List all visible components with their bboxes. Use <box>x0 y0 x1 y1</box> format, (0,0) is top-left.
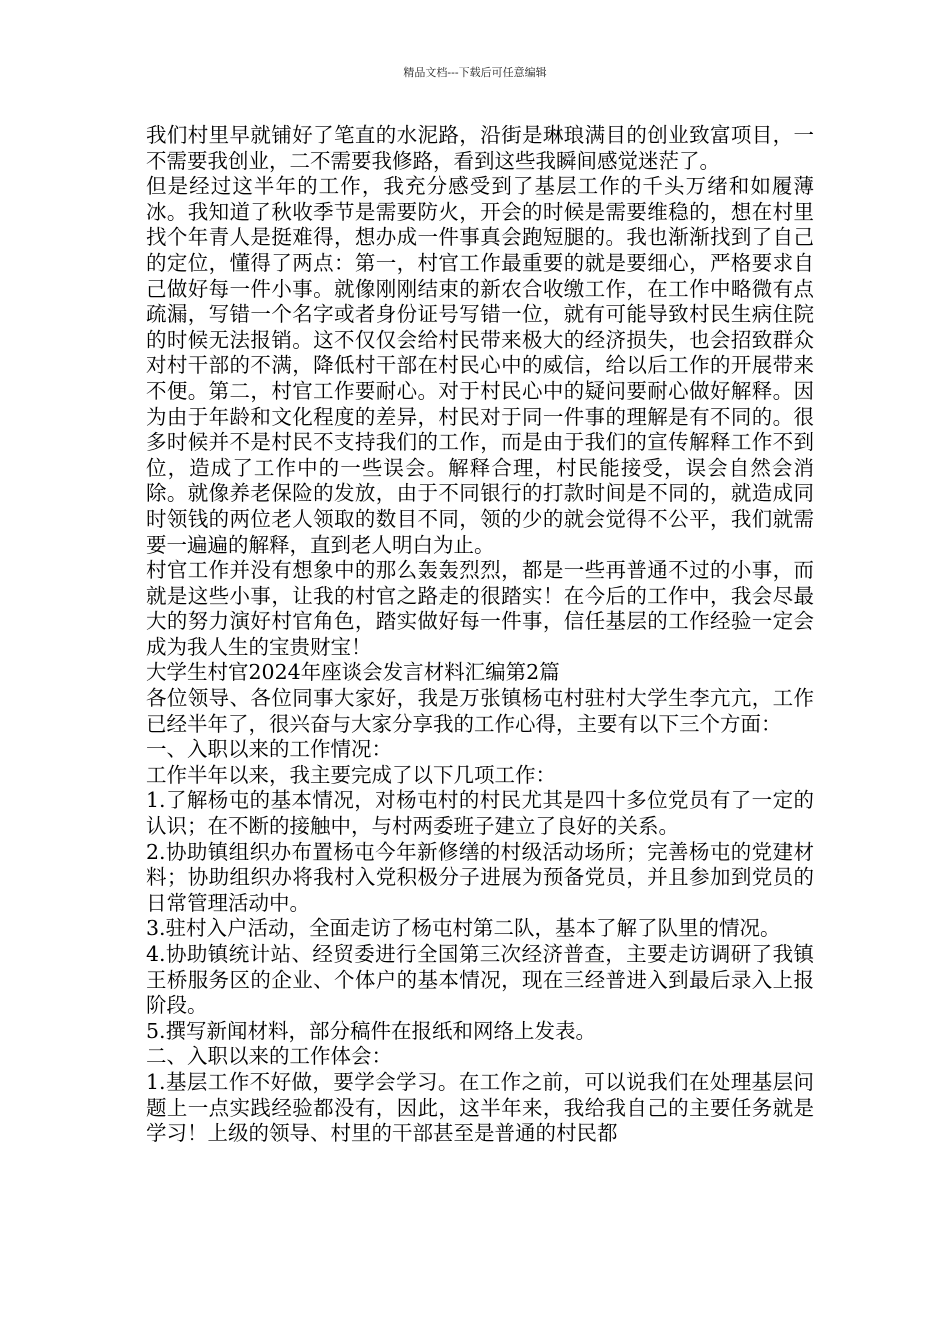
list-item: 3.驻村入户活动，全面走访了杨屯村第二队，基本了解了队里的情况。 <box>146 916 781 941</box>
paragraph: 我们村里早就铺好了笔直的水泥路，沿街是琳琅满目的创业致富项目，一不需要我创业，二不需要我修路，看到这些我瞬间感觉迷茫了。 <box>146 123 814 173</box>
paragraph: 村官工作并没有想象中的那么轰轰烈烈，都是一些再普通不过的小事，而就是这些小事，让我的村官之路走的很踏实！在今后的工作中，我会尽最大的努力演好村官角色，踏实做好每一件事，信任基层的工作经验一定会成为我人生的宝贵财宝！ <box>146 558 814 659</box>
page-header: 精品文档---下载后可任意编辑 <box>403 66 547 79</box>
paragraph: 工作半年以来，我主要完成了以下几项工作： <box>146 762 556 787</box>
section-heading: 一、入职以来的工作情况： <box>146 737 392 762</box>
list-item: 1.了解杨屯的基本情况，对杨屯村的村民尤其是四十多位党员有了一定的认识；在不断的接触中，与村两委班子建立了良好的关系。 <box>146 788 814 839</box>
section-heading: 二、入职以来的工作体会： <box>146 1044 392 1069</box>
list-item: 5.撰写新闻材料，部分稿件在报纸和网络上发表。 <box>146 1018 597 1043</box>
document-body <box>146 123 814 1147</box>
paragraph: 但是经过这半年的工作，我充分感受到了基层工作的千头万绪和如履薄冰。我知道了秋收季节是需要防火，开会的时候是需要维稳的，想在村里找个年青人是挺难得，想办成一件事真会跑短腿的。我也渐渐找到了自己的定位，懂得了两点：第一，村官工作最重要的就是要细心，严格要求自己做好每一件小事。就像刚刚结束的新农合收缴工作，在工作中略微有点疏漏，写错一个名字或者身份证号写错一位，就有可能导致村民生病住院的时候无法报销。这不仅仅会给村民带来极大的经济损失，也会招致群众对村干部的不满，降低村干部在村民心中的威信，给以后工作的开展带来不便。第二，村官工作要耐心。对于村民心中的疑问要耐心做好解释。因为由于年龄和文化程度的差异，村民对于同一件事的理解是有不同的。很多时候并不是村民不支持我们的工作，而是由于我们的宣传解释工作不到位，造成了工作中的一些误会。解释合理，村民能接受，误会自然会消除。就像养老保险的发放，由于不同银行的打款时间是不同的，就造成同时领钱的两位老人领取的数目不同，领的少的就会觉得不公平，我们就需要一遍遍的解释，直到老人明白为止。 <box>146 174 814 557</box>
paragraph: 各位领导、各位同事大家好，我是万张镇杨屯村驻村大学生李亢亢，工作已经半年了，很兴奋与大家分享我的工作心得，主要有以下三个方面： <box>146 686 814 736</box>
list-item: 1.基层工作不好做，要学会学习。在工作之前，可以说我们在处理基层问题上一点实践经验都没有，因此，这半年来，我给我自己的主要任务就是学习！上级的领导、村里的干部甚至是普通的村民都 <box>146 1069 814 1146</box>
list-item: 2.协助镇组织办布置杨屯今年新修缮的村级活动场所；完善杨屯的党建材料；协助组织办将我村入党积极分子进展为预备党员，并且参加到党员的日常管理活动中。 <box>146 839 814 915</box>
section-title: 大学生村官2024年座谈会发言材料汇编第2篇 <box>146 660 560 685</box>
list-item: 4.协助镇统计站、经贸委进行全国第三次经济普查，主要走访调研了我镇王桥服务区的企业、个体户的基本情况，现在三经普进入到最后录入上报阶段。 <box>146 942 814 1018</box>
